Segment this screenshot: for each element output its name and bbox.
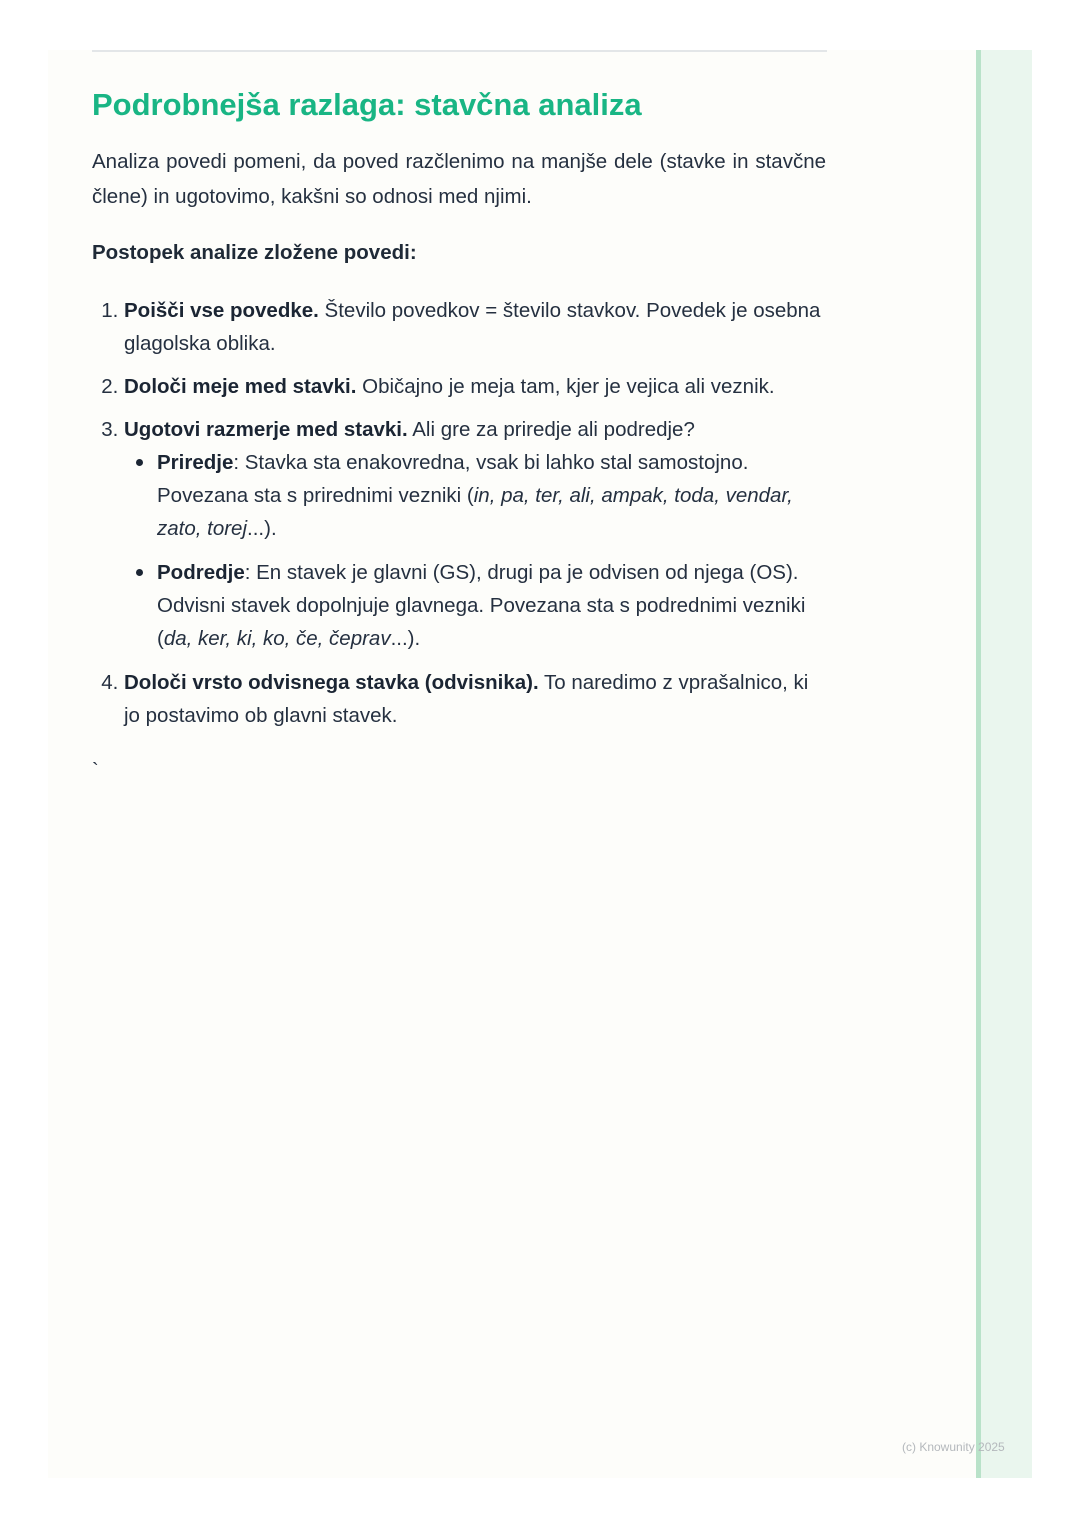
stray-mark: ` (92, 760, 99, 782)
intro-paragraph: Analiza povedi pomeni, da poved razčlenimo na manjše dele (stavke in stavčne člene) in ugotovimo, kakšni so odnosi med njimi. (92, 150, 826, 208)
sub-tail: ...). (390, 627, 421, 650)
top-divider (92, 50, 827, 52)
step-text: Število povedkov = število stavkov. Povedek je osebna glagolska oblika. (124, 299, 821, 355)
sub-list-item (157, 556, 826, 655)
side-strip (976, 50, 1032, 1478)
steps-list (92, 294, 826, 732)
list-item (124, 413, 826, 655)
sub-text: : Stavka sta enakovredna, vsak bi lahko stal samostojno. Povezana sta s prirednimi vezniki ( (157, 451, 749, 507)
step-title: Določi vrsto odvisnega stavka (odvisnika). (124, 671, 539, 694)
sub-examples: da, ker, ki, ko, če, čeprav (163, 627, 391, 650)
list-item (124, 370, 826, 403)
sub-term: Priredje (157, 451, 234, 474)
copyright-footer: (c) Knowunity 2025 (902, 1440, 1005, 1454)
sub-term: Podredje (157, 561, 245, 584)
step-title: Ugotovi razmerje med stavki. (124, 418, 408, 441)
list-item (124, 294, 826, 360)
list-item (124, 666, 826, 732)
step-text: Običajno je meja tam, kjer je vejica ali veznik. (356, 375, 775, 398)
sub-examples: in, pa, ter, ali, ampak, toda, vendar, zato, torej (157, 484, 793, 540)
content (92, 84, 826, 742)
sub-text: : En stavek je glavni (GS), drugi pa je odvisen od njega (OS). Odvisni stavek dopolnjuje glavnega. Povezana sta s podrednimi vezniki ( (157, 561, 806, 650)
page-title: Podrobnejša razlaga: stavčna analiza (92, 87, 642, 122)
procedure-heading: Postopek analize zložene povedi: (92, 241, 417, 264)
sub-list (124, 446, 826, 655)
step-text: To naredimo z vprašalnico, ki jo postavimo ob glavni stavek. (124, 671, 809, 727)
step-title: Poišči vse povedke. (124, 299, 319, 322)
sub-list-item (157, 446, 826, 545)
sub-tail: ...). (247, 517, 277, 540)
step-text: Ali gre za priredje ali podredje? (407, 418, 695, 441)
step-title: Določi meje med stavki. (124, 375, 357, 398)
